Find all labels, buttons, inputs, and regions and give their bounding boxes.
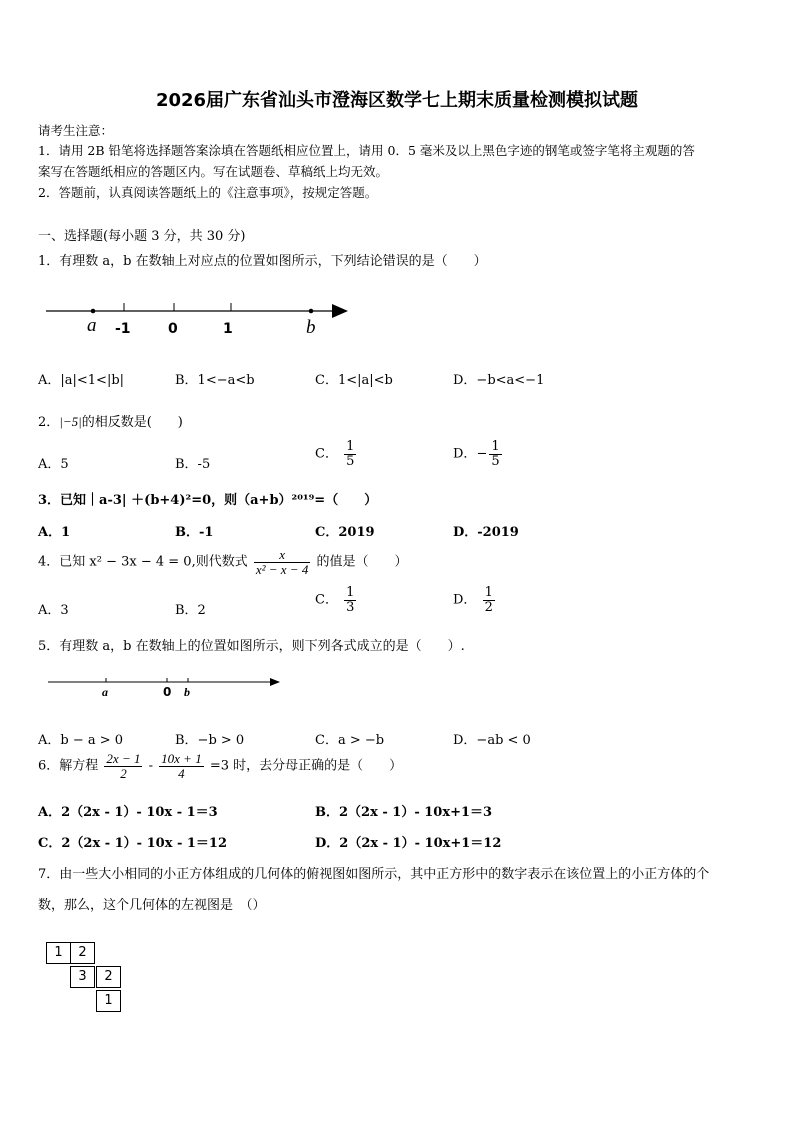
q6-stem-pre: 6．解方程 — [38, 758, 99, 774]
q6-stem — [38, 752, 402, 780]
exam-title: 2026届广东省汕头市澄海区数学七上期末质量检测模拟试题 — [155, 90, 639, 111]
q1-point-a — [91, 309, 96, 314]
q1-stem: 1．有理数 a，b 在数轴上对应点的位置如图所示，下列结论错误的是（ ） — [38, 254, 487, 269]
q2-option-c-label: C． — [315, 446, 338, 462]
q3-option-a[interactable]: A．1 — [38, 525, 71, 540]
q1-option-d[interactable]: D．−b<a<−1 — [453, 373, 545, 388]
notice-line-1a: 1．请用 2B 铅笔将选择题答案涂填在答题纸相应位置上，请用 0．5 毫米及以上黑色字迹的钢笔或签字笔将主观题的答 — [38, 143, 695, 158]
q4-option-a[interactable]: A．3 — [38, 603, 69, 618]
q7-cell-r2c3: 2 — [96, 966, 121, 988]
q1-number-line — [40, 295, 360, 345]
q7-stem-line1: 7．由一些大小相同的小正方体组成的几何体的俯视图如图所示，其中正方形中的数字表示在该位置上的小正方体的个 — [38, 867, 710, 882]
q2-abs-value: |−5| — [59, 414, 82, 429]
q4-option-d[interactable] — [453, 586, 497, 614]
q1-label-1: 1 — [223, 321, 233, 337]
q1-label-a: a — [87, 315, 97, 336]
q1-axis-arrow — [332, 304, 348, 318]
q3-option-d[interactable]: D．-2019 — [453, 525, 519, 540]
q1-option-b[interactable]: B．1<−a<b — [175, 373, 255, 388]
q5-number-line — [44, 672, 289, 702]
q2-option-d[interactable] — [453, 440, 504, 468]
q2-stem-number: 2． — [38, 415, 60, 430]
q5-option-d[interactable]: D．−ab < 0 — [453, 733, 531, 748]
q5-option-a[interactable]: A．b − a > 0 — [38, 733, 124, 748]
q4-stem-post: 的值是（ ） — [316, 554, 408, 570]
q7-cell-r2c2: 3 — [70, 966, 95, 988]
q2-option-c[interactable] — [315, 440, 358, 468]
q2-stem-text: 的相反数是( ) — [81, 415, 183, 430]
q4-stem-pre: 4．已知 x² − 3x − 4 = 0,则代数式 — [38, 554, 248, 570]
notice-heading: 请考生注意： — [38, 123, 114, 138]
q1-label-0: 0 — [168, 321, 178, 337]
notice-line-2: 2．答题前，认真阅读答题纸上的《注意事项》，按规定答题。 — [38, 185, 378, 200]
q7-cell-r1c1: 1 — [46, 942, 71, 964]
q7-top-view-grid — [46, 942, 126, 1016]
q1-point-b — [309, 309, 314, 314]
q6-fraction-2: $\frac{10x + 1}{4}$ — [161, 751, 202, 781]
q5-label-a: a — [102, 685, 108, 699]
q1-label-b: b — [306, 317, 316, 338]
q4-stem — [38, 548, 407, 576]
q6-minus: - — [148, 758, 154, 774]
q5-option-b[interactable]: B．−b > 0 — [175, 733, 245, 748]
q6-fraction-1: $\frac{2x - 1}{2}$ — [106, 751, 141, 781]
q5-label-b: b — [184, 685, 190, 699]
q4-option-d-label: D． — [453, 592, 477, 608]
q3-option-c[interactable]: C．2019 — [315, 525, 375, 540]
q2-option-c-fraction: $\frac{1}{5}$ — [346, 439, 355, 469]
q5-label-0: 0 — [163, 685, 172, 699]
q6-option-a[interactable]: A．2（2x - 1）- 10x - 1＝3 — [38, 805, 218, 820]
q1-option-c[interactable]: C．1<|a|<b — [315, 373, 393, 388]
q1-option-a[interactable]: A．|a|<1<|b| — [38, 373, 125, 388]
q7-stem-line2: 数，那么，这个几何体的左视图是 （） — [38, 898, 266, 913]
q4-option-b[interactable]: B．2 — [175, 603, 206, 618]
q2-option-b[interactable]: B．-5 — [175, 457, 211, 472]
q4-option-c[interactable] — [315, 586, 358, 614]
q1-label-neg1: -1 — [115, 321, 131, 337]
q4-option-c-label: C． — [315, 592, 338, 608]
q3-stem: 3．已知｜a-3| ＋(b+4)²=0，则（a+b）²⁰¹⁹=（ ） — [38, 493, 378, 508]
q7-cell-r3c3: 1 — [96, 990, 121, 1012]
q3-option-b[interactable]: B．-1 — [175, 525, 214, 540]
q4-option-d-fraction: $\frac{1}{2}$ — [484, 585, 493, 615]
notice-line-1b: 案写在答题纸相应的答题区内。写在试题卷、草稿纸上均无效。 — [38, 164, 389, 179]
q2-option-a[interactable]: A．5 — [38, 457, 69, 472]
q6-option-b[interactable]: B．2（2x - 1）- 10x+1＝3 — [315, 805, 493, 820]
q6-option-d[interactable]: D．2（2x - 1）- 10x+1＝12 — [315, 836, 502, 851]
q5-axis-arrow — [270, 678, 280, 686]
q2-option-d-sign: − — [476, 446, 488, 462]
q2-stem — [38, 411, 183, 430]
q6-stem-post: =3 时，去分母正确的是（ ） — [209, 758, 403, 774]
q4-expression-fraction: $\frac{x}{\text{x² − x − 4}}$ — [255, 547, 309, 577]
section-heading: 一、选择题(每小题 3 分，共 30 分) — [38, 229, 246, 244]
q5-option-c[interactable]: C．a > −b — [315, 733, 385, 748]
q2-option-d-label: D． — [453, 446, 477, 462]
q4-option-c-fraction: $\frac{1}{3}$ — [346, 585, 355, 615]
q2-option-d-fraction: $\frac{1}{5}$ — [491, 439, 500, 469]
q5-stem: 5．有理数 a，b 在数轴上的位置如图所示，则下列各式成立的是（ ）. — [38, 639, 465, 654]
q7-cell-r1c2: 2 — [70, 942, 95, 964]
q6-option-c[interactable]: C．2（2x - 1）- 10x - 1＝12 — [38, 836, 228, 851]
